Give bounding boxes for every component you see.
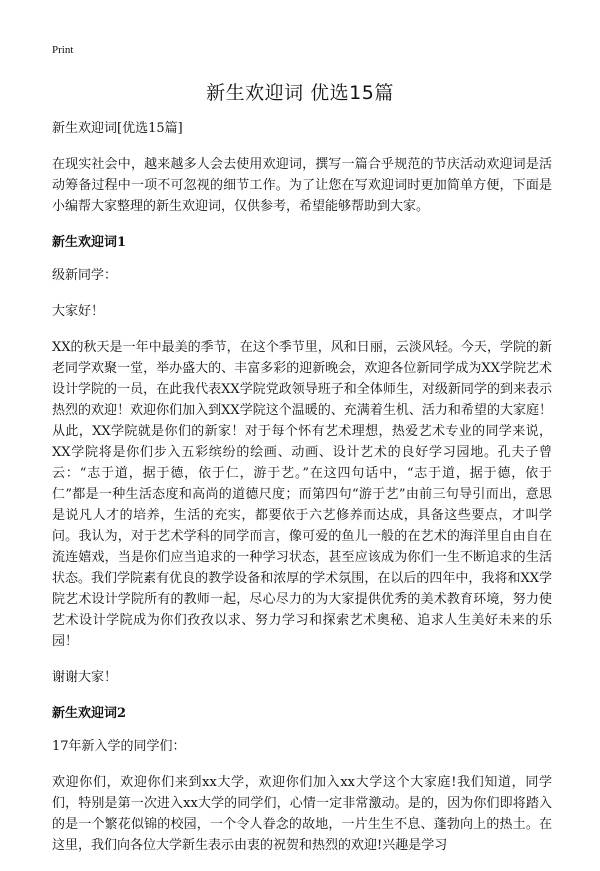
page-title: 新生欢迎词 优选15篇 (206, 82, 394, 104)
document-body (52, 118, 552, 871)
paragraph: XX的秋天是一年中最美的季节，在这个季节里，风和日丽，云淡风轻。今天，学院的新老同学欢聚一堂，举办盛大的、丰富多彩的迎新晚会，欢迎各位新同学成为XX学院艺术设计学院的一员，在此我代表XX学院党政领导班子和全体师生，对级新同学的到来表示热烈的欢迎！欢迎你们加入到XX学院这个温暖的、充满着生机、活力和希望的大家庭！从此，XX学院就是你们的新家！对于每个怀有艺术理想，热爱艺术专业的同学来说，XX学院将是你们步入五彩缤纷的绘画、动画、设计艺术的良好学习园地。孔夫子曾云：“志于道，据于德，依于仁，游于艺。”在这四句话中，“志于道，据于德，依于仁”都是一种生活态度和高尚的道德尺度；而第四句“游于艺”由前三句导引而出，意思是说凡人才的培养，生活的充实，都要依于六艺修养而达成，具备这些要点，才叫学问。我认为，对于艺术学科的同学而言，像可爱的鱼儿一般的在艺术的海洋里自由自在流连嬉戏，当是你们应当追求的一种学习状态，甚至应该成为你们一生不断追求的生活状态。我们学院素有优良的教学设备和浓厚的学术氛围，在以后的四年中，我将和XX学院艺术设计学院所有的教师一起，尽心尽力的为大家提供优秀的美术教育环境，努力使艺术设计学院成为你们孜孜以求、努力学习和探索艺术奥秘、追求人生美好未来的乐园！ (52, 340, 552, 649)
subtitle: 新生欢迎词[优选15篇] (52, 121, 183, 136)
intro-paragraph: 在现实社会中，越来越多人会去使用欢迎词，撰写一篇合乎规范的节庆活动欢迎词是活动筹备过程中一项不可忽视的细节工作。为了让您在写欢迎词时更加简单方便，下面是小编帮大家整理的新生欢迎词，仅供参考，希望能够帮助到大家。 (52, 157, 552, 214)
section-heading: 新生欢迎词2 (52, 706, 127, 721)
paragraph: 级新同学： (52, 268, 118, 283)
print-label: Print (52, 44, 74, 56)
paragraph: 17年新入学的同学们： (52, 739, 186, 754)
section-heading: 新生欢迎词1 (52, 235, 127, 250)
paragraph: 欢迎你们，欢迎你们来到xx大学，欢迎你们加入xx大学这个大家庭!我们知道，同学们，特别是第一次进入xx大学的同学们，心情一定非常激动。是的，因为你们即将踏入的是一个繁花似锦的校园，一个令人眷念的故地，一片生生不息、蓬勃向上的热土。在这里，我们向各位大学新生表示由衷的祝贺和热烈的欢迎!兴趣是学习 (52, 775, 552, 853)
paragraph: 谢谢大家！ (52, 670, 118, 685)
paragraph: 大家好！ (52, 304, 105, 319)
